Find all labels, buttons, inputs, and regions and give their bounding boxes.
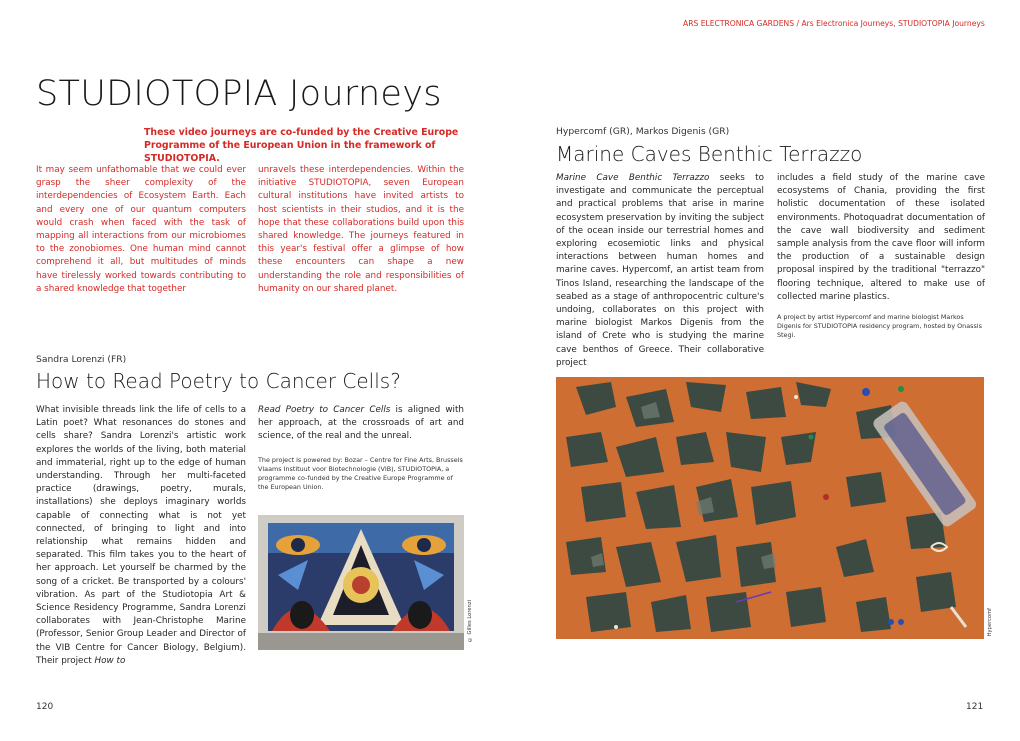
artwork-image-lorenzi xyxy=(258,515,464,650)
section-title: How to Read Poetry to Cancer Cells? xyxy=(36,369,401,393)
page-number-right: 121 xyxy=(966,702,984,712)
running-header: ARS ELECTRONICA GARDENS / Ars Electronica Journeys, STUDIOTOPIA Journeys xyxy=(683,19,985,28)
terrazzo-illustration xyxy=(556,377,984,639)
image-credit-lorenzi: © Gilles Lorenzi xyxy=(467,600,473,643)
project-author: Hypercomf (GR), Markos Digenis (GR) xyxy=(556,126,730,137)
section-column-2-italic: Read Poetry to Cancer Cells xyxy=(258,405,391,415)
section-note: The project is powered by: Bozar – Centre for Fine Arts, Brussels Vlaams Instituut voor Biotechnologie (VIB), STUDIOTOPIA, a programme co-funded by the Creative Europe Programme of the European Union. xyxy=(258,456,463,491)
lead-paragraph: These video journeys are co-funded by the Creative Europe Programme of the European Union in the framework of STUDIOTOPIA. xyxy=(144,127,459,164)
project-column-1 xyxy=(556,172,764,370)
intro-column-1: It may seem unfathomable that we could ever grasp the sheer complexity of the interdependencies of Ecosystem Earth. Each and every one of our quantum computers would crash when faced with the task of mapping all interactions from our microbiomes to the zonobiomes. One human mind cannot comprehend it all, but multitudes of minds have tirelessly worked towards contributing to a shared knowledge that together xyxy=(36,165,246,294)
page-headline: STUDIOTOPIA Journeys xyxy=(36,74,442,114)
section-column-1-text: What invisible threads link the life of cells to a Latin poet? What resonances do stones and cells share? Sandra Lorenzi's artistic work explores the worlds of the living, both material and immaterial, right up to the edge of human understanding. Through her multi-faceted practice (drawings, poetry, murals, installations) she deploys imaginary worlds capable of connecting what is not yet connected, of bringing to light and into relationship what remains hidden and separated. This film takes you to the heart of her approach. Let yourself be charmed by the song of a cricket. Be transported by a colours' vibration. As part of the Studiotopia Art & Science Residency Programme, Sandra Lorenzi collaborates with Jean-Christophe Marine (Professor, Senior Group Leader and Director of the VIB Centre for Cancer Biology, Belgium). Their project xyxy=(36,405,246,666)
project-column-1-text: seeks to investigate and communicate the perceptual and practical problems that arise in marine ecosystem preservation by inviting the subject of the ocean inside our terrestrial homes and exploring ecosemiotic links and physical interactions between human homes and marine caves. Hypercomf, an artist team from Tinos Island, researching the landscape of the seabed as a stage of anthropocentric culture's undoing, collaborates on this project with marine biologist Markos Digenis from the island of Crete who is studying the marine cave benthos of Greece. Their collaborative project xyxy=(556,173,764,368)
section-column-2-text: is aligned with her approach, at the crossroads of art and science, of the real and the unreal. xyxy=(258,405,465,442)
project-note: A project by artist Hypercomf and marine biologist Markos Digenis for STUDIOTOPIA residency program, hosted by Onassis Stegi. xyxy=(777,313,982,339)
section-column-1-italic: How to xyxy=(94,655,126,666)
section-column-1 xyxy=(36,404,246,668)
project-column-1-italic: Marine Cave Benthic Terrazzo xyxy=(556,173,710,183)
project-title: Marine Caves Benthic Terrazzo xyxy=(556,142,863,166)
page-number-left: 120 xyxy=(36,702,54,712)
artwork-image-terrazzo xyxy=(556,377,984,639)
section-column-2 xyxy=(258,404,464,444)
intro-column-2: unravels these interdependencies. Within the initiative STUDIOTOPIA, seven European cultural institutions have invited artists to host scientists in their studios, and it is the hope that these collaborations build upon this shared knowledge. The journeys featured in this year's festival offer a glimpse of how these encounters can shape a new understanding the role and responsibilities of humanity on our shared planet. xyxy=(258,165,464,294)
mural-illustration xyxy=(258,515,464,650)
image-credit-terrazzo: Hypercomf xyxy=(987,608,993,637)
project-column-2: includes a field study of the marine cave ecosystems of Chania, providing the first holistic documentation of these isolated environments. Photoquadrat documentation of the cave wall biodiversity and sediment sample analysis from the cave floor will inform the production of a sustainable design proposal inspired by the traditional "terrazzo" flooring technique, altered to make use of collected marine plastics. xyxy=(777,173,985,302)
section-author: Sandra Lorenzi (FR) xyxy=(36,354,127,365)
